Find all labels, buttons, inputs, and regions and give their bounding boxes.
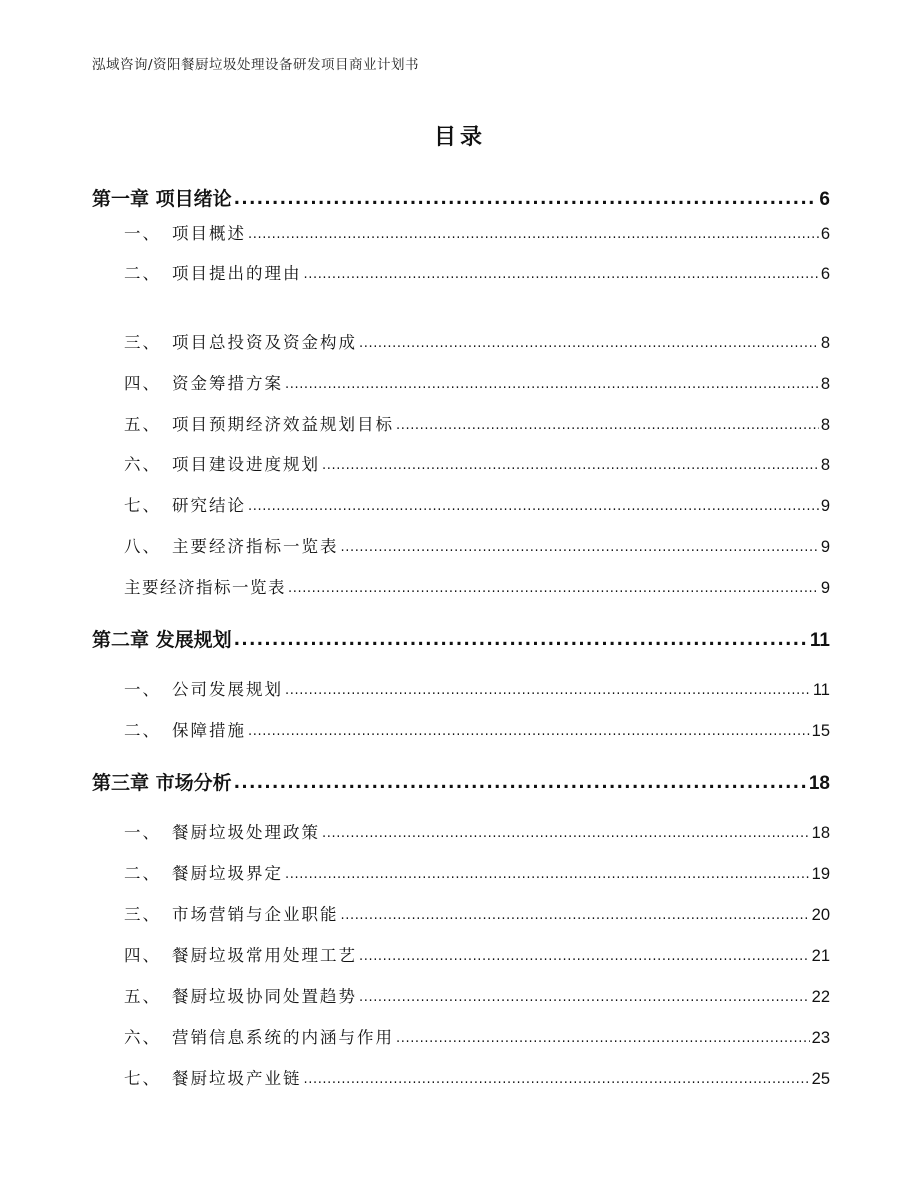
toc-page-number: 21	[811, 947, 830, 965]
toc-entry-title: 主要经济指标一览表	[124, 578, 286, 597]
toc-section-entry[interactable]	[92, 942, 830, 966]
toc-page-number: 23	[811, 1029, 830, 1047]
dot-leader	[288, 582, 819, 595]
toc-entry-label	[92, 983, 357, 1007]
toc-entry-title: 餐厨垃圾常用处理工艺	[172, 946, 357, 965]
toc-entry-number: 三、	[124, 333, 161, 352]
dot-leader	[248, 500, 819, 513]
toc-section-entry[interactable]	[92, 676, 830, 700]
toc-entry-number: 四、	[124, 374, 161, 393]
dot-leader	[359, 337, 819, 350]
toc-entry-label	[92, 574, 286, 598]
toc-entry-number: 一、	[124, 680, 161, 699]
toc-page-number: 8	[820, 456, 830, 474]
toc-entry-label	[92, 220, 246, 244]
dot-leader	[322, 459, 819, 472]
dot-leader	[359, 991, 810, 1004]
toc-entry-label	[92, 329, 357, 353]
toc-entry-number: 八、	[124, 537, 161, 556]
dot-leader	[341, 909, 810, 922]
toc-entry-title: 主要经济指标一览表	[172, 537, 339, 556]
toc-page-number: 22	[811, 988, 830, 1006]
toc-page-number: 8	[820, 416, 830, 434]
dot-leader	[322, 827, 810, 840]
toc-page-number: 15	[811, 722, 830, 740]
toc-entry-title: 餐厨垃圾产业链	[172, 1069, 302, 1088]
toc-entry-label	[92, 901, 339, 925]
dot-leader	[234, 191, 818, 208]
toc-entry-number: 七、	[124, 1069, 161, 1088]
toc-entry-title: 项目提出的理由	[172, 264, 302, 283]
toc-page-number: 11	[812, 681, 830, 699]
toc-entry-label	[92, 1024, 394, 1048]
toc-entry-number: 五、	[124, 987, 161, 1006]
dot-leader	[304, 268, 819, 281]
toc-entry-label	[92, 717, 246, 741]
toc-page-number: 9	[820, 497, 830, 515]
dot-leader	[285, 378, 819, 391]
toc-page-number: 9	[820, 538, 830, 556]
toc-section-entry[interactable]	[92, 819, 830, 843]
toc-section-entry[interactable]	[92, 717, 830, 741]
dot-leader	[285, 868, 810, 881]
toc-entry-number: 二、	[124, 864, 161, 883]
toc-page-number: 18	[808, 773, 830, 794]
toc-entry-title: 保障措施	[172, 721, 246, 740]
toc-section-entry[interactable]	[92, 370, 830, 394]
dot-leader	[396, 1032, 810, 1045]
toc-entry-title: 项目预期经济效益规划目标	[172, 415, 394, 434]
toc-entry-title: 第一章 项目绪论	[92, 188, 232, 210]
toc-entry-number: 三、	[124, 905, 161, 924]
toc-entry-label	[92, 1065, 302, 1089]
dot-leader	[341, 541, 819, 554]
toc-entry-label	[92, 184, 232, 211]
toc-entry-label	[92, 860, 283, 884]
dot-leader	[285, 684, 811, 697]
toc-entry-number: 五、	[124, 415, 161, 434]
toc-entry-title: 营销信息系统的内涵与作用	[172, 1028, 394, 1047]
table-of-contents	[92, 0, 830, 1191]
toc-page-number: 6	[819, 189, 830, 210]
dot-leader	[248, 228, 819, 241]
toc-entry-label	[92, 942, 357, 966]
toc-entry-label	[92, 768, 232, 795]
toc-entry-title: 项目建设进度规划	[172, 455, 320, 474]
toc-page-number: 8	[820, 334, 830, 352]
running-header: 泓域咨询/资阳餐厨垃圾处理设备研发项目商业计划书	[92, 57, 420, 73]
toc-section-entry[interactable]	[92, 260, 830, 284]
toc-entry-number: 一、	[124, 823, 161, 842]
toc-entry-label	[92, 260, 302, 284]
toc-entry-number: 四、	[124, 946, 161, 965]
dot-leader	[304, 1073, 810, 1086]
toc-entry-label	[92, 625, 232, 652]
toc-page-number: 11	[809, 630, 830, 651]
toc-section-entry[interactable]	[92, 451, 830, 475]
toc-page-number: 6	[820, 225, 830, 243]
toc-section-entry[interactable]	[92, 901, 830, 925]
page-title: 目录	[433, 125, 486, 150]
toc-page-number: 18	[811, 824, 830, 842]
toc-entry-title: 项目总投资及资金构成	[172, 333, 357, 352]
toc-chapter-entry[interactable]	[92, 768, 830, 795]
toc-entry-label	[92, 819, 320, 843]
toc-entry-title: 餐厨垃圾处理政策	[172, 823, 320, 842]
toc-entry-title: 研究结论	[172, 496, 246, 515]
toc-section-entry[interactable]	[92, 492, 830, 516]
toc-section-entry[interactable]	[92, 329, 830, 353]
dot-leader	[234, 775, 807, 792]
toc-page-number: 9	[820, 579, 830, 597]
dot-leader	[359, 950, 810, 963]
toc-entry-label	[92, 411, 394, 435]
toc-entry-number: 二、	[124, 721, 161, 740]
toc-entry-label	[92, 533, 339, 557]
toc-entry-title: 项目概述	[172, 224, 246, 243]
toc-section-entry[interactable]	[92, 574, 830, 598]
toc-entry-title: 餐厨垃圾协同处置趋势	[172, 987, 357, 1006]
toc-entry-title: 第三章 市场分析	[92, 772, 232, 794]
toc-section-entry[interactable]	[92, 533, 830, 557]
toc-page-number: 25	[811, 1070, 830, 1088]
toc-entry-label	[92, 676, 283, 700]
toc-page-number: 8	[820, 375, 830, 393]
toc-entry-number: 二、	[124, 264, 161, 283]
toc-section-entry[interactable]	[92, 1065, 830, 1089]
toc-section-entry[interactable]	[92, 1024, 830, 1048]
toc-entry-title: 餐厨垃圾界定	[172, 864, 283, 883]
toc-section-entry[interactable]	[92, 220, 830, 244]
toc-entry-label	[92, 451, 320, 475]
toc-chapter-entry[interactable]	[92, 184, 830, 211]
toc-entry-title: 第二章 发展规划	[92, 629, 232, 651]
toc-entry-title: 公司发展规划	[172, 680, 283, 699]
toc-entry-title: 资金筹措方案	[172, 374, 283, 393]
toc-page-number: 19	[811, 865, 830, 883]
toc-entry-title: 市场营销与企业职能	[172, 905, 339, 924]
toc-entry-number: 七、	[124, 496, 161, 515]
toc-entry-label	[92, 492, 246, 516]
toc-page-number: 6	[820, 265, 830, 283]
toc-entry-number: 六、	[124, 455, 161, 474]
dot-leader	[248, 725, 810, 738]
toc-entry-label	[92, 370, 283, 394]
toc-section-entry[interactable]	[92, 983, 830, 1007]
dot-leader	[234, 632, 808, 649]
toc-section-entry[interactable]	[92, 860, 830, 884]
toc-chapter-entry[interactable]	[92, 625, 830, 652]
toc-entry-number: 六、	[124, 1028, 161, 1047]
dot-leader	[396, 419, 819, 432]
toc-page-number: 20	[811, 906, 830, 924]
toc-entry-number: 一、	[124, 224, 161, 243]
toc-section-entry[interactable]	[92, 411, 830, 435]
